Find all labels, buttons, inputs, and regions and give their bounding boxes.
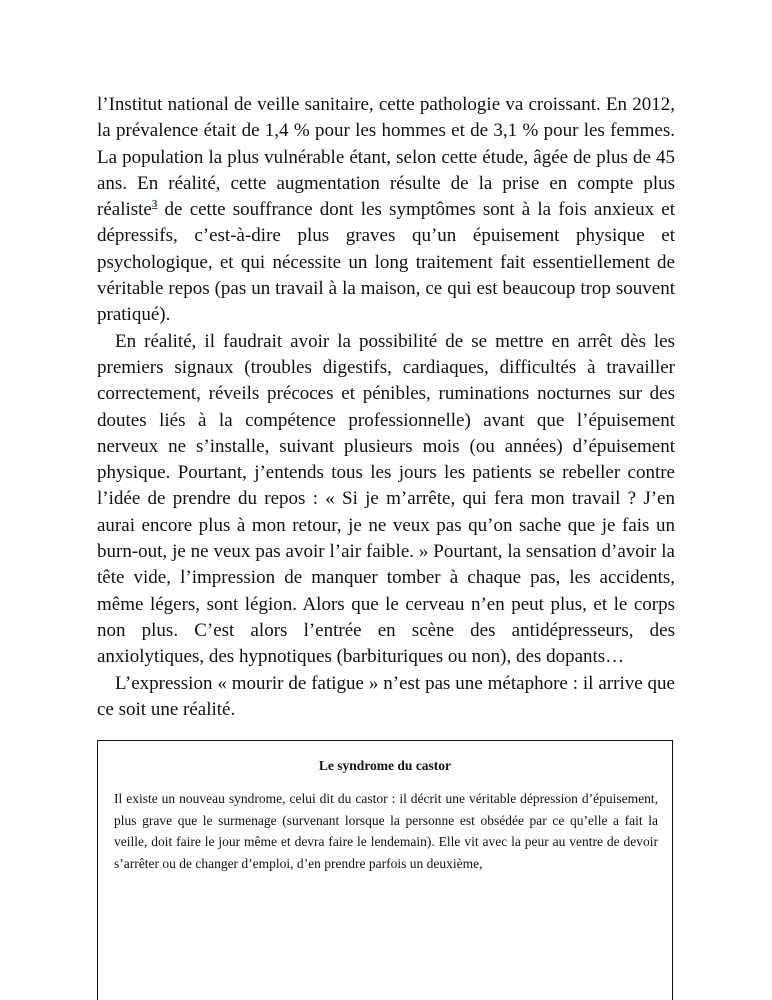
paragraph-1-text-start: l’Institut national de veille sanitaire, cette pathologie va croissant. En 2012, la prévalence était de 1,4 % pour les hommes et de 3,1 % pour les femmes. La population la plus vulnérable étant, selon cette étude, âgée de plus de 45 ans. En réalité, cette augmentation résulte de la prise en compte plus réaliste xyxy=(97,94,675,221)
footnote-link[interactable]: 3 xyxy=(151,198,158,211)
paragraph-1 xyxy=(97,92,675,329)
paragraph-1-text-end: de cette souffrance dont les symptômes sont à la fois anxieux et dépressifs, c’est-à-dire plus graves qu’un épuisement physique et psychologique, et qui nécessite un long traitement fait essentiellement de véritable repos (pas un travail à la maison, ce qui est beaucoup trop souvent pratiqué). xyxy=(97,199,675,326)
paragraph-2: En réalité, il faudrait avoir la possibilité de se mettre en arrêt dès les premiers signaux (troubles digestifs, cardiaques, difficultés à travailler correctement, réveils précoces et pénibles, ruminations nocturnes sur des doutes liés à la compétence professionnelle) avant que l’épuisement nerveux ne s’installe, suivant plusieurs mois (ou années) d’épuisement physique. Pourtant, j’entends tous les jours les patients se rebeller contre l’idée de prendre du repos : « Si je m’arrête, qui fera mon travail ? J’en aurai encore plus à mon retour, je ne veux pas qu’on sache que je fais un burn-out, je ne veux pas avoir l’air faible. » Pourtant, la sensation d’avoir la tête vide, l’impression de manquer tomber à chaque pas, les accidents, même légers, sont légion. Alors que le cerveau n’en peut plus, et le corps non plus. C’est alors l’entrée en scène des antidépresseurs, des anxiolytiques, des hypnotiques (barbituriques ou non), des dopants… xyxy=(97,330,675,668)
sidebar-box xyxy=(97,740,673,1000)
paragraph-3: L’expression « mourir de fatigue » n’est pas une métaphore : il arrive que ce soit une réalité. xyxy=(97,672,675,720)
sidebar-box-text: Il existe un nouveau syndrome, celui dit du castor : il décrit une véritable dépression d’épuisement, plus grave que le surmenage (survenant lorsque la personne est obsédée par ce qu’elle a fait la veille, doit faire le jour même et devra faire le lendemain). Elle vit avec la peur au ventre de devoir s’arrêter ou de changer d’emploi, d’en prendre parfois un deuxième, xyxy=(114,791,658,871)
sidebar-box-title: Le syndrome du castor xyxy=(318,758,452,773)
page-body xyxy=(97,92,675,723)
